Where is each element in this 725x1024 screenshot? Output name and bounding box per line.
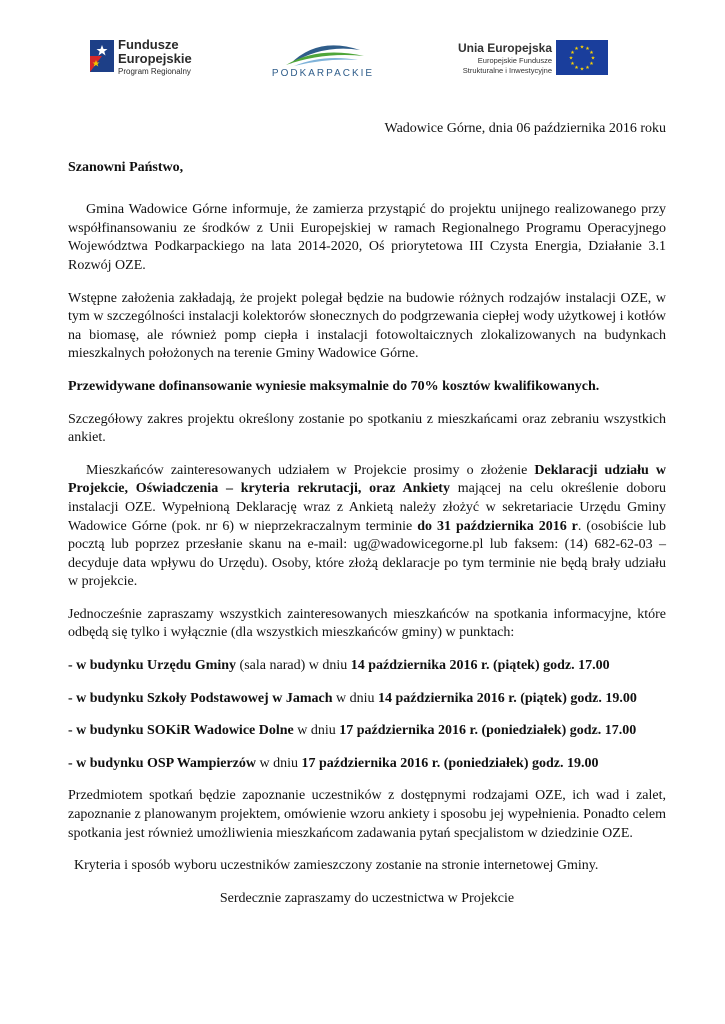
paragraph-assumptions: Wstępne założenia zakładają, że projekt polegał będzie na budowie różnych rodzajów instalacji OZE, w tym w szczególności instalacji kolektorów słonecznych do podgrzewania ciepłej wody użytkowej i kotłów na biomasę, ale również pomp ciepła i instalacji fotowoltaicznych zlokalizowanych na budynkach mieszkalnych położonych na terenie Gminy Wadowice Górne. <box>68 290 666 362</box>
svg-text:★: ★ <box>574 46 579 52</box>
meeting-item <box>68 657 666 676</box>
fe-logo-line1: Fundusze <box>118 37 179 52</box>
fe-logo-text <box>118 38 192 78</box>
meeting-place: - w budynku OSP Wampierzów <box>68 755 257 771</box>
fundusze-europejskie-logo <box>88 36 208 86</box>
svg-text:★: ★ <box>570 61 575 67</box>
eu-flag-icon <box>556 40 608 75</box>
meeting-note: w dniu <box>332 690 378 706</box>
meeting-date: 14 października 2016 r. (piątek) godz. 19.00 <box>377 690 637 706</box>
svg-text:★: ★ <box>579 44 585 51</box>
declaration-text-c: mającej na celu określenie doboru instalacji OZE. Wypełnioną Deklarację wraz z Ankietą należy złożyć w sekretariacie Urzędu Gminy Wadowice Górne (pok. nr 6) w nieprzekraczalnym terminie <box>68 481 667 534</box>
declaration-text-e: . (osobiście lub pocztą lub poprzez przesłanie skanu na e-mail: ug@wadowicegorne.pl lub faksem: (14) 682-62-03 – decyduje data wpływu do Urzędu). Osoby, które złożą deklaracje po tym terminie nie będą brały udziału w projekcie. <box>68 518 667 590</box>
paragraph-invitation: Jednocześnie zapraszamy wszystkich zainteresowanych mieszkańców na spotkania informacyjne, które odbędą się tylko i wyłącznie (dla wszystkich mieszkańców gminy) w punktach: <box>68 606 666 641</box>
ue-logo-line2: Europejskie Fundusze <box>477 56 552 65</box>
podkarpackie-logo <box>268 34 378 88</box>
meeting-note: w dniu <box>293 723 340 739</box>
ue-logo-line1: Unia Europejska <box>457 41 552 55</box>
unia-europejska-logo <box>452 40 610 84</box>
svg-text:★: ★ <box>589 50 594 56</box>
svg-text:★: ★ <box>568 55 574 62</box>
meeting-note: w dniu <box>256 755 302 771</box>
svg-text:★: ★ <box>574 65 579 71</box>
fe-logo-line2: Europejskie <box>118 51 192 66</box>
svg-text:★: ★ <box>589 61 594 67</box>
paragraph-meeting-purpose: Przedmiotem spotkań będzie zapoznanie uczestników z dostępnymi rodzajami OZE, ich wad i zalet, zapoznanie z planowanym projektem, omówienie wzoru ankiety i sposobu jej wypełnienia. Ponadto celem spotkania jest również umożliwienia mieszkańcom zadawania pytań specjalistom w dziedzinie OZE. <box>68 788 666 841</box>
svg-text:★: ★ <box>585 46 590 52</box>
meeting-date: 17 października 2016 r. (poniedziałek) godz. 17.00 <box>339 723 637 739</box>
ue-logo-line3: Strukturalne i Inwestycyjne <box>462 66 552 75</box>
fe-emblem-icon <box>88 36 116 76</box>
ue-logo-text <box>452 40 552 76</box>
declaration-documents: Deklaracji udziału w Projekcie, Oświadczenia – kryteria rekrutacji, oraz Ankiety <box>68 462 666 497</box>
paragraph-scope: Szczegółowy zakres projektu określony zostanie po spotkaniu z mieszkańcami oraz zebraniu wszystkich ankiet. <box>68 411 666 446</box>
paragraph-declaration <box>68 462 666 592</box>
meeting-item <box>68 722 666 741</box>
declaration-text-a: Mieszkańców zainteresowanych udziałem w Projekcie prosimy o złożenie <box>86 462 535 478</box>
meeting-place: - w budynku Szkoły Podstawowej w Jamach <box>68 690 333 706</box>
meeting-date: 17 października 2016 r. (poniedziałek) godz. 19.00 <box>301 755 599 771</box>
letter-body <box>68 120 666 908</box>
svg-text:★: ★ <box>570 50 575 56</box>
meeting-date: 14 października 2016 r. (piątek) godz. 17.00 <box>350 658 610 674</box>
closing-line: Serdecznie zapraszamy do uczestnictwa w Projekcie <box>219 890 515 906</box>
paragraph-funding: Przewidywane dofinansowanie wyniesie maksymalnie do 70% kosztów kwalifikowanych. <box>68 378 600 394</box>
meeting-note: (sala narad) w dniu <box>236 658 351 674</box>
dateline: Wadowice Górne, dnia 06 października 2016 roku <box>384 121 666 136</box>
declaration-deadline: do 31 października 2016 r <box>417 518 578 534</box>
svg-text:★: ★ <box>585 65 590 71</box>
fe-logo-line3: Program Regionalny <box>118 67 191 76</box>
greeting: Szanowni Państwo, <box>68 159 184 175</box>
meeting-item <box>68 755 666 774</box>
paragraph-criteria: Kryteria i sposób wyboru uczestników zamieszczony zostanie na stronie internetowej Gminy. <box>74 858 599 874</box>
svg-text:★: ★ <box>590 55 596 62</box>
meeting-place: - w budynku SOKiR Wadowice Dolne <box>68 723 294 739</box>
paragraph-intro: Gmina Wadowice Górne informuje, że zamierza przystąpić do projektu unijnego realizowanego przy współfinansowaniu ze środków z Unii Europejskiej w ramach Regionalnego Programu Operacyjnego Województwa Podkarpackiego na lata 2014-2020, Oś priorytetowa III Czysta Energia, Działanie 3.1 Rozwój OZE. <box>68 202 666 273</box>
podkarpackie-swoosh-icon <box>268 34 378 68</box>
svg-text:★: ★ <box>579 66 585 73</box>
podkarpackie-logo-text: PODKARPACKIE <box>271 68 375 79</box>
meeting-place: - w budynku Urzędu Gminy <box>68 658 237 674</box>
meeting-item <box>68 690 666 709</box>
logo-header <box>0 30 725 90</box>
